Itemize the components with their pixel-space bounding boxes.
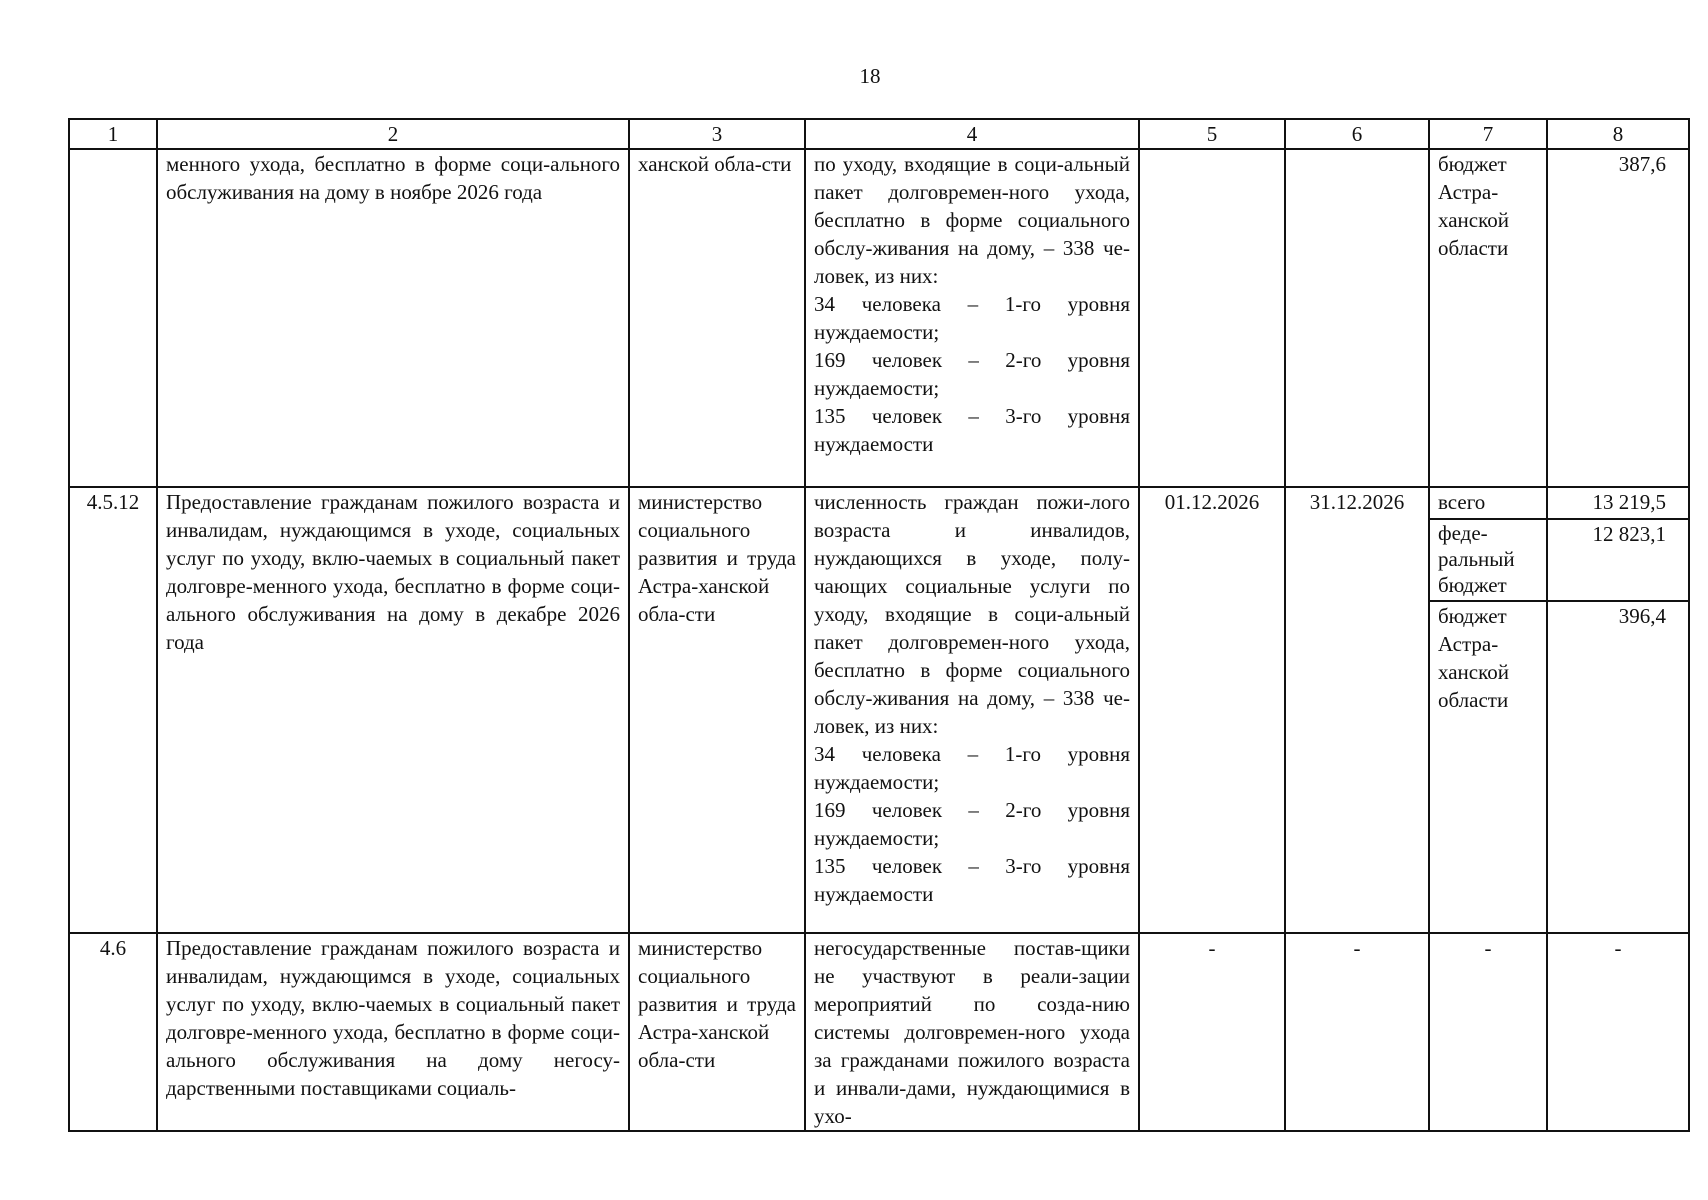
indicator-line: 34 человека – 1-го уровня нуждаемости; (814, 742, 1130, 794)
budget-amount: 13 219,5 (1547, 487, 1689, 519)
column-header: 2 (157, 119, 629, 149)
end-date (1285, 149, 1429, 487)
column-header: 4 (805, 119, 1139, 149)
indicator-line: численность граждан пожи-лого возраста и инвалидов, нуждающихся в уходе, полу-чающих социальные услуги по уходу, входящие в соци-альный пакет долговремен-ного ухода, бесплатно в форме социального обслу-живания на дому, – 338 че-ловек, из них: (814, 490, 1130, 738)
end-date: 31.12.2026 (1285, 487, 1429, 933)
table-row (69, 149, 1689, 487)
table-row (69, 933, 1689, 1131)
measure-text: менного ухода, бесплатно в форме соци-альнoго обслуживания на дому в ноябре 2026 года (157, 149, 629, 487)
measure-text: Предоставление гражданам пожилого возраста и инвалидам, нуждающимся в уходе, социальных услуг по уходу, вклю-чаемых в социальный пакет долговре-менного ухода, бесплатно в форме соци-ального обслуживания на дому в декабре 2026 года (157, 487, 629, 933)
indicator-line: 34 человека – 1-го уровня нуждаемости; (814, 292, 1130, 344)
indicator-text (805, 933, 1139, 1131)
start-date: - (1139, 933, 1285, 1131)
row-number (69, 149, 157, 487)
column-header: 3 (629, 119, 805, 149)
start-date: 01.12.2026 (1139, 487, 1285, 933)
column-header: 8 (1547, 119, 1689, 149)
row-number: 4.5.12 (69, 487, 157, 933)
column-header: 6 (1285, 119, 1429, 149)
start-date (1139, 149, 1285, 487)
budget-source: бюджет Астра-ханской области (1429, 149, 1547, 487)
executor-text: ханской обла-сти (629, 149, 805, 487)
indicator-line: негосударственные постав-щики не участвуют в реали-зации мероприятий по созда-нию системы долговремен-ного ухода за гражданами пожилого возраста и инвали-дами, нуждающимися в ухо- (814, 936, 1130, 1128)
column-header: 1 (69, 119, 157, 149)
measure-text: Предоставление гражданам пожилого возраста и инвалидам, нуждающимся в уходе, социальных услуг по уходу, вклю-чаемых в социальный пакет долговре-менного ухода, бесплатно в форме соци-ального обслуживания на дому негосу-дарственными поставщиками социаль- (157, 933, 629, 1131)
budget-amount: 396,4 (1547, 601, 1689, 933)
budget-source: бюджет Астра-ханской области (1429, 601, 1547, 933)
indicator-line: 169 человек – 2-го уровня нуждаемости; (814, 798, 1130, 850)
table-row (69, 487, 1689, 519)
column-header: 7 (1429, 119, 1547, 149)
executor-text: министерство социального развития и труда Астра-ханской обла-сти (629, 487, 805, 933)
indicator-line: 169 человек – 2-го уровня нуждаемости; (814, 348, 1130, 400)
indicator-text (805, 149, 1139, 487)
budget-amount: 12 823,1 (1547, 519, 1689, 601)
end-date: - (1285, 933, 1429, 1131)
plan-table (68, 118, 1690, 1132)
row-number: 4.6 (69, 933, 157, 1131)
indicator-line: по уходу, входящие в соци-альный пакет долговремен-ного ухода, бесплатно в форме социального обслу-живания на дому, – 338 че-ловек, из них: (814, 152, 1130, 288)
budget-amount: - (1547, 933, 1689, 1131)
budget-source: всего (1429, 487, 1547, 519)
budget-source: - (1429, 933, 1547, 1131)
budget-amount: 387,6 (1547, 149, 1689, 487)
column-header-row (69, 119, 1689, 149)
page-number: 18 (859, 64, 881, 88)
column-header: 5 (1139, 119, 1285, 149)
indicator-text (805, 487, 1139, 933)
indicator-line: 135 человек – 3-го уровня нуждаемости (814, 404, 1130, 456)
budget-source: феде-ральный бюджет (1429, 519, 1547, 601)
indicator-line: 135 человек – 3-го уровня нуждаемости (814, 854, 1130, 906)
executor-text: министерство социального развития и труда Астра-ханской обла-сти (629, 933, 805, 1131)
